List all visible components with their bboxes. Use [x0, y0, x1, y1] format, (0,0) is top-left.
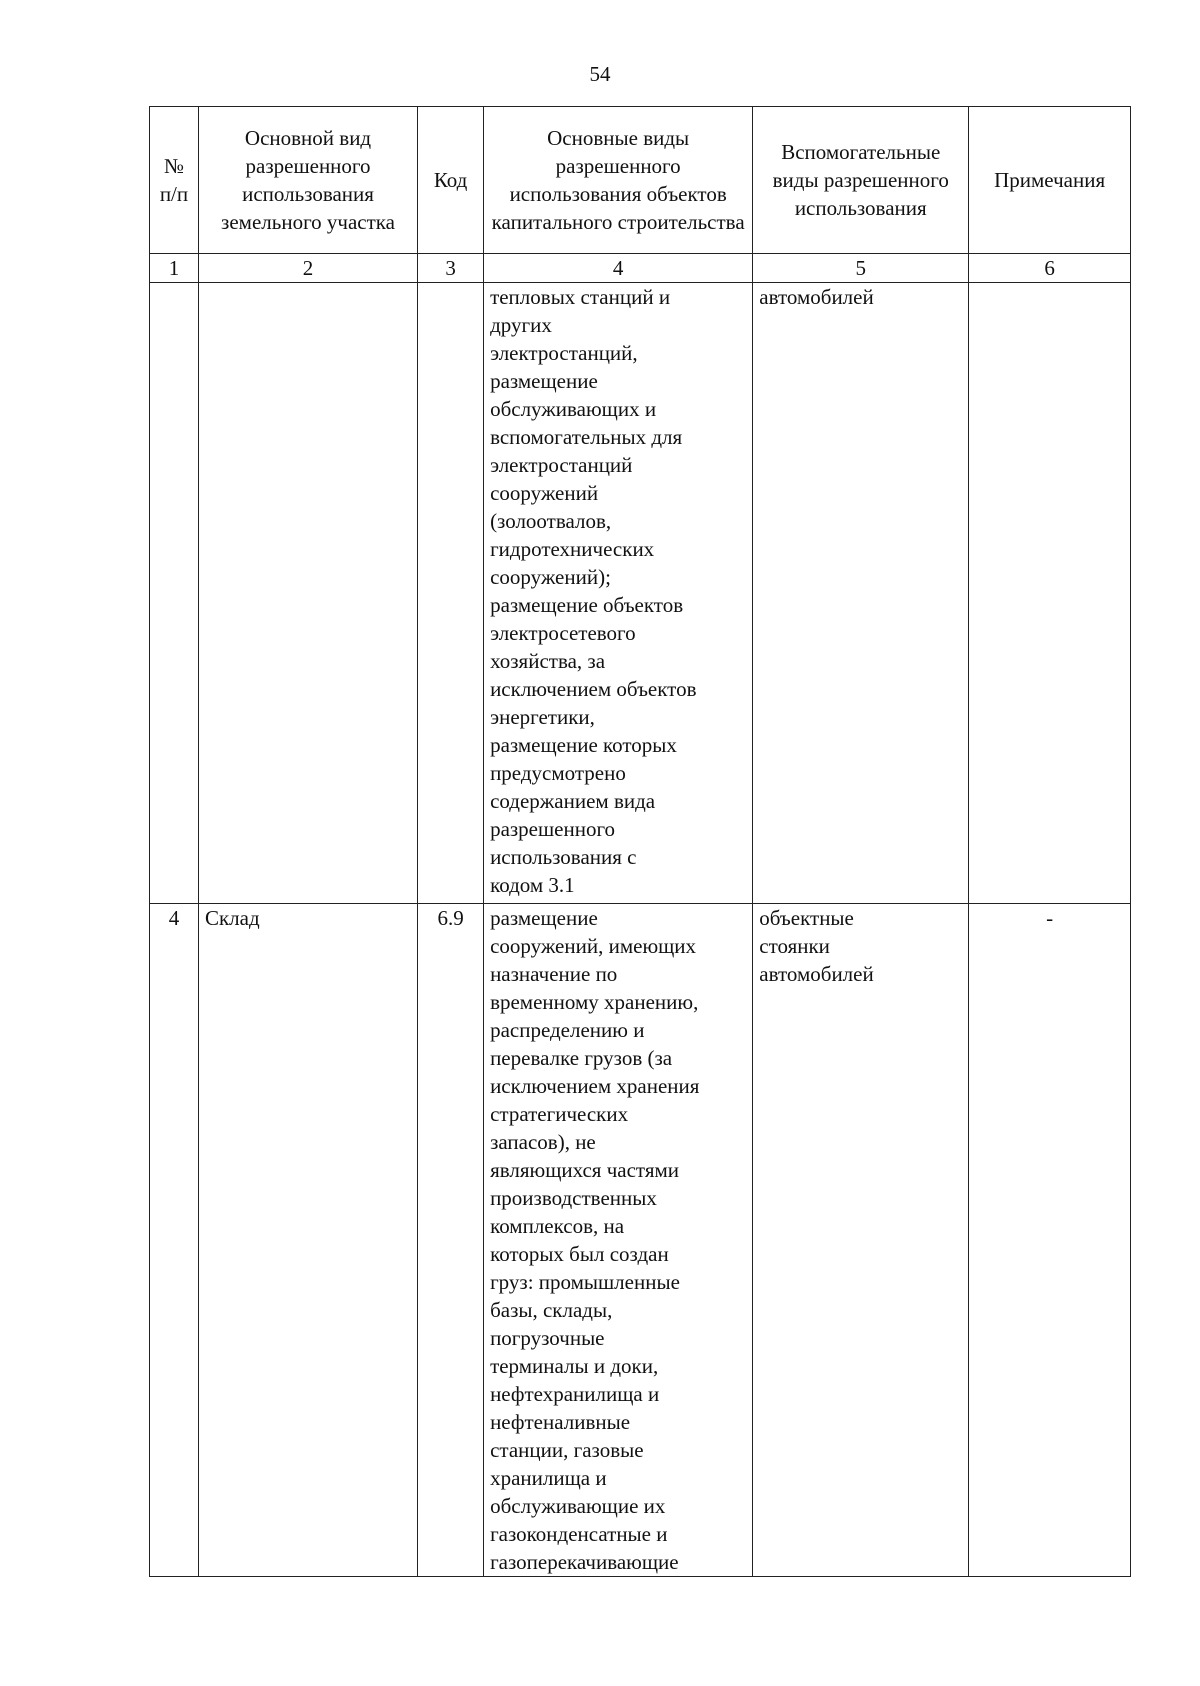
row-code: [418, 283, 484, 904]
header-row: [150, 107, 1131, 254]
row-aux-uses: автомобилей: [753, 283, 969, 904]
row-notes: -: [969, 904, 1131, 1577]
row-notes: [969, 283, 1131, 904]
header-num: № п/п: [150, 107, 199, 254]
table-row: [150, 283, 1131, 904]
column-number: 3: [418, 254, 484, 283]
row-code: 6.9: [418, 904, 484, 1577]
column-number: 1: [150, 254, 199, 283]
row-num: 4: [150, 904, 199, 1577]
row-aux-uses: объектные стоянки автомобилей: [753, 904, 969, 1577]
row-num: [150, 283, 199, 904]
land-use-table: [149, 106, 1131, 1577]
row-main-uses: размещение сооружений, имеющих назначение по временному хранению, распределению и перевалке грузов (за исключением хранения стратегических запасов), не являющихся частями производственных комплексов, на которых был создан груз: промышленные базы, склады, погрузочные терминалы и доки, нефтехранилища и нефтеналивные станции, газовые хранилища и обслуживающие их газоконденсатные и газоперекачивающие: [484, 904, 753, 1577]
column-number: 2: [198, 254, 417, 283]
column-number-row: [150, 254, 1131, 283]
page-number: 54: [589, 62, 611, 86]
column-number: 4: [484, 254, 753, 283]
header-aux-uses: Вспомогательные виды разрешенного использования: [753, 107, 969, 254]
header-main-uses: Основные виды разрешенного использования объектов капитального строительства: [484, 107, 753, 254]
row-main-type: Склад: [198, 904, 417, 1577]
header-main-type: Основной вид разрешенного использования земельного участка: [198, 107, 417, 254]
header-notes: Примечания: [969, 107, 1131, 254]
row-main-uses: тепловых станций и других электростанций, размещение обслуживающих и вспомогательных для электростанций сооружений (золоотвалов, гидротехнических сооружений); размещение объектов электросетевого хозяйства, за исключением объектов энергетики, размещение которых предусмотрено содержанием вида разрешенного использования с кодом 3.1: [484, 283, 753, 904]
table-row: [150, 904, 1131, 1577]
column-number: 6: [969, 254, 1131, 283]
row-main-type: [198, 283, 417, 904]
column-number: 5: [753, 254, 969, 283]
header-code: Код: [418, 107, 484, 254]
